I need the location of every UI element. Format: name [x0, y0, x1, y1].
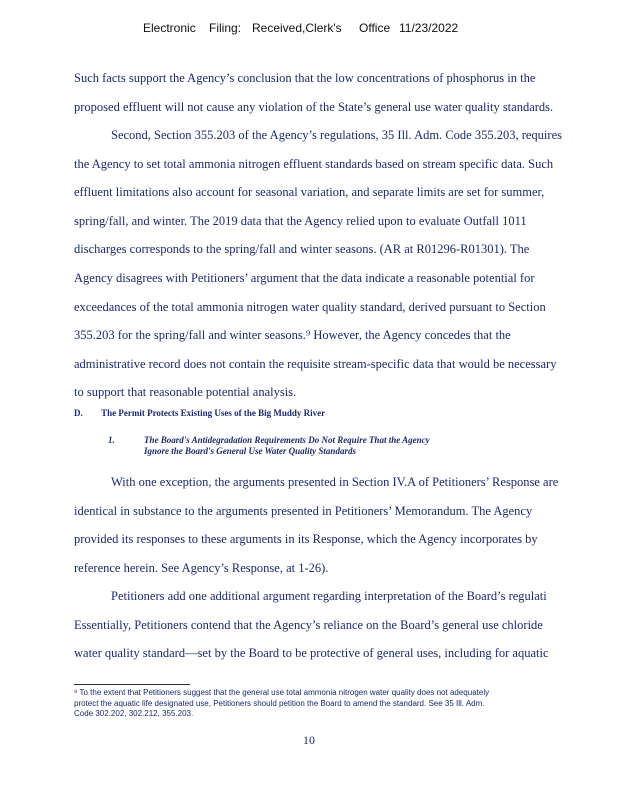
subsection-heading-1	[108, 435, 430, 457]
text-line: Agency disagrees with Petitioners’ argument that the data indicate a reasonable potential for	[74, 270, 535, 285]
section-letter: D.	[74, 408, 83, 418]
text-line: Such facts support the Agency’s conclusion that the low concentrations of phosphorus in the	[74, 71, 536, 85]
text-line: provided its responses to these arguments in its Response, which the Agency incorporates by	[74, 532, 538, 547]
footnote-9	[74, 688, 594, 720]
header-received: Received,Clerk's	[252, 21, 342, 35]
header-date: 11/23/2022	[399, 21, 459, 35]
text-line: proposed effluent will not cause any violation of the State’s general use water quality standards.	[74, 99, 554, 114]
text-line: reference herein. See Agency’s Response, at 1-26).	[74, 560, 329, 575]
text-line: Petitioners add one additional argument regarding interpretation of the Board’s regulati	[111, 589, 547, 603]
subsection-number: 1.	[108, 435, 115, 445]
text-line: administrative record does not contain the requisite stream-specific data that would be necessary	[74, 356, 557, 371]
section-title: The Permit Protects Existing Uses of the Big Muddy River	[101, 408, 326, 418]
text-line: discharges corresponds to the spring/fall and winter seasons. (AR at R01296-R01301). The	[74, 242, 530, 257]
footnote-line: ⁹ To the extent that Petitioners suggest that the general use total ammonia nitrogen water quality does not adequately	[74, 688, 490, 697]
paragraph-ammonia	[74, 121, 602, 407]
text-line: to support that reasonable potential analysis.	[74, 385, 297, 400]
header-office: Office	[359, 21, 391, 35]
section-heading-d	[74, 408, 325, 418]
text-line: water quality standard—set by the Board to be protective of general uses, including for aquatic	[74, 646, 549, 661]
subsection-title-line2: Ignore the Board's General Use Water Quality Standards	[144, 446, 356, 456]
text-line: identical in substance to the arguments presented in Petitioners’ Memorandum. The Agency	[74, 503, 533, 518]
footnote-line: Code 302.202, 302.212, 355.203.	[74, 709, 194, 718]
paragraph-additional-argument	[74, 582, 602, 668]
page-number: 10	[303, 733, 315, 747]
paragraph-phosphorus	[74, 64, 602, 121]
footnote-divider	[74, 684, 190, 685]
header-filing: Filing:	[209, 21, 242, 35]
subsection-title-line1: The Board's Antidegradation Requirements Do Not Require That the Agency	[144, 435, 430, 445]
text-line: exceedances of the total ammonia nitrogen water quality standard, derived pursuant to Section	[74, 299, 546, 314]
paragraph-exception	[74, 468, 602, 582]
text-line: spring/fall, and winter. The 2019 data that the Agency relied upon to evaluate Outfall 1011	[74, 213, 527, 228]
footnote-line: protect the aquatic life designated use, Petitioners should petition the Board to amend the standard. See 35 Ill. Adm.	[74, 698, 485, 708]
text-line: With one exception, the arguments presented in Section IV.A of Petitioners’ Response are	[111, 475, 559, 489]
text-line: 355.203 for the spring/fall and winter seasons.⁹ However, the Agency concedes that the	[74, 328, 511, 343]
header-electronic: Electronic	[143, 21, 196, 35]
text-line: Second, Section 355.203 of the Agency’s regulations, 35 Ill. Adm. Code 355.203, requires	[111, 128, 562, 142]
text-line: Essentially, Petitioners contend that the Agency’s reliance on the Board’s general use chloride	[74, 617, 543, 632]
text-line: the Agency to set total ammonia nitrogen effluent standards based on stream specific data. Such	[74, 156, 554, 171]
text-line: effluent limitations also account for seasonal variation, and separate limits are set for summer,	[74, 185, 545, 200]
